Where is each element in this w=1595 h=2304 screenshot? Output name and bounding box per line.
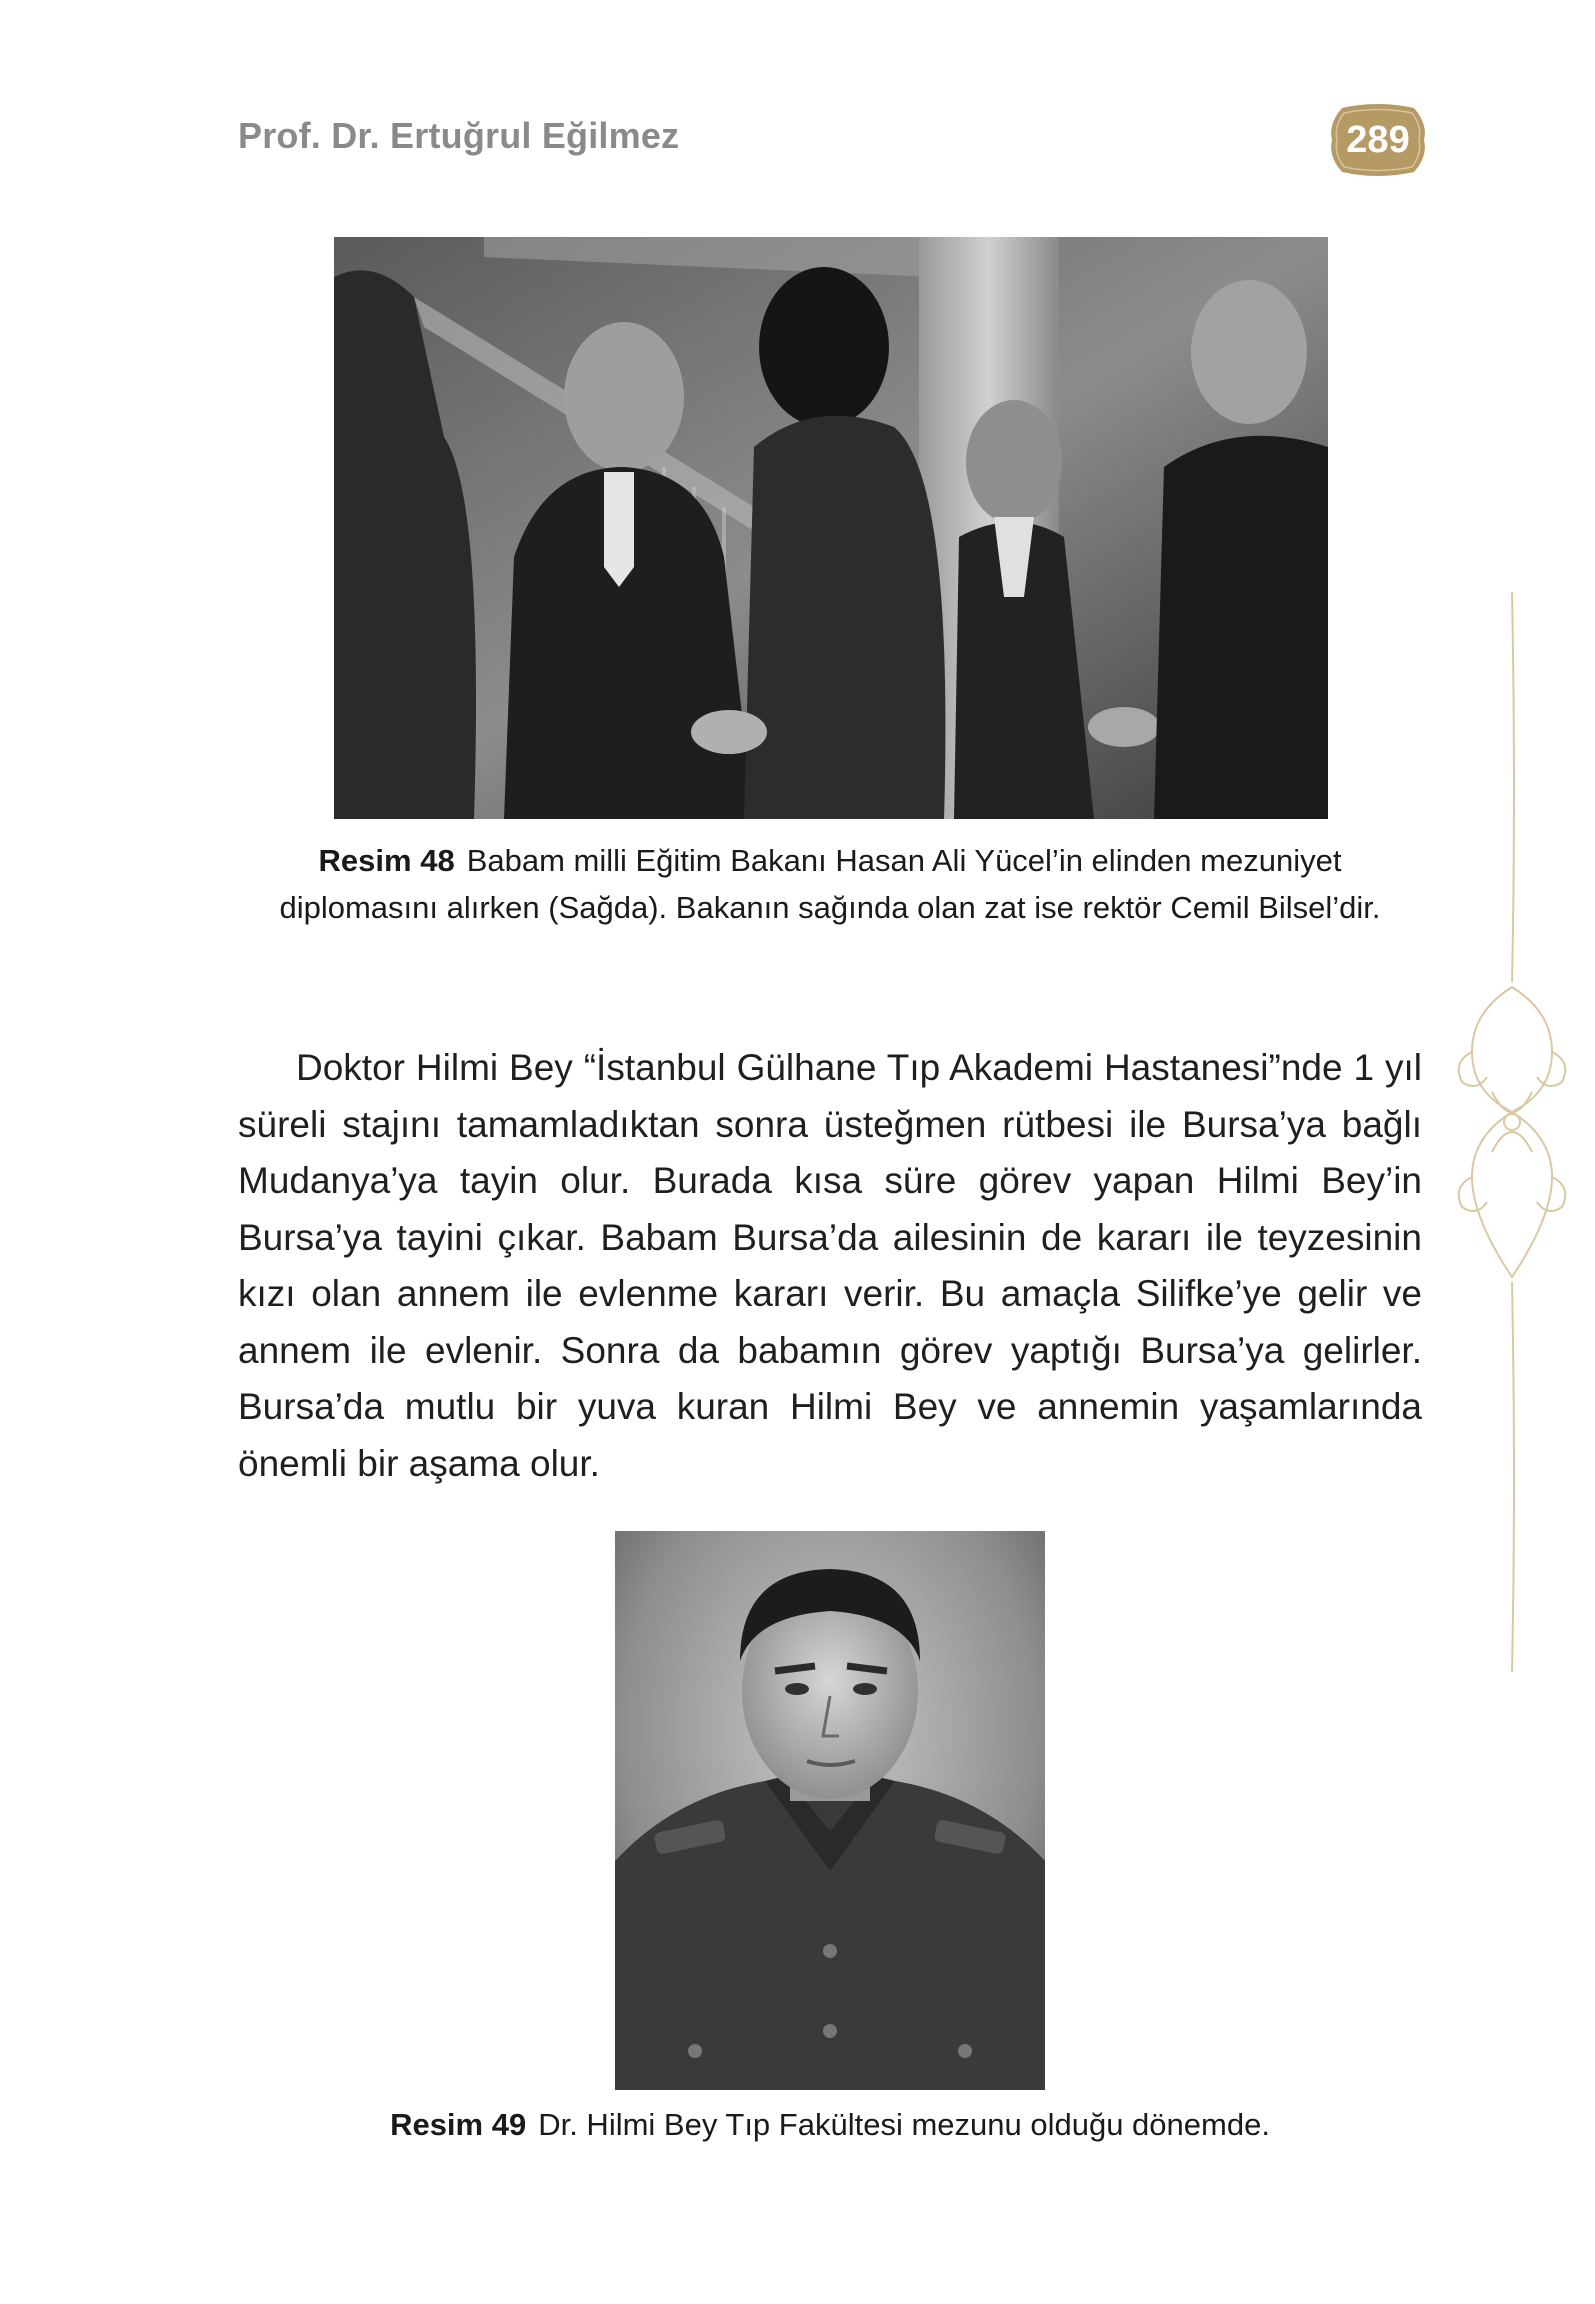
photo-portrait-uniform bbox=[615, 1531, 1045, 2090]
page-number-badge bbox=[1328, 104, 1428, 176]
photo-graduation-ceremony bbox=[334, 237, 1328, 819]
margin-ornament bbox=[1452, 592, 1572, 1672]
running-head-author: Prof. Dr. Ertuğrul Eğilmez bbox=[238, 115, 680, 156]
figure-caption-text-48: Babam milli Eğitim Bakanı Hasan Ali Yücel’in elinden mezuniyet diplomasını alırken (Sağda). Bakanın sağında olan zat ise rektör Cemil Bilsel’dir. bbox=[279, 843, 1381, 925]
figure-label-49: Resim 49 bbox=[390, 2107, 527, 2142]
figure-label-48: Resim 48 bbox=[318, 843, 455, 878]
figure-caption-48 bbox=[250, 837, 1410, 931]
figure-caption-49 bbox=[240, 2101, 1420, 2148]
body-paragraph: Doktor Hilmi Bey “İstanbul Gülhane Tıp Akademi Hastanesi”nde 1 yıl süreli stajını tamamladıktan sonra üsteğmen rütbesi ile Bursa’ya bağlı Mudanya’ya tayin olur. Burada kısa süre görev yapan Hilmi Bey’in Bursa’ya tayini çıkar. Babam Bursa’da ailesinin de kararı ile teyzesinin kızı olan annem ile evlenme kararı verir. Bu amaçla Silifke’ye gelir ve annem ile evlenir. Sonra da babamın görev yaptığı Bursa’ya gelirler. Bursa’da mutlu bir yuva kuran Hilmi Bey ve annemin yaşamlarında önemli bir aşama olur. bbox=[238, 1047, 1422, 1484]
figure-caption-text-49: Dr. Hilmi Bey Tıp Fakültesi mezunu olduğu dönemde. bbox=[538, 2107, 1270, 2142]
page-number: 289 bbox=[1346, 119, 1410, 161]
